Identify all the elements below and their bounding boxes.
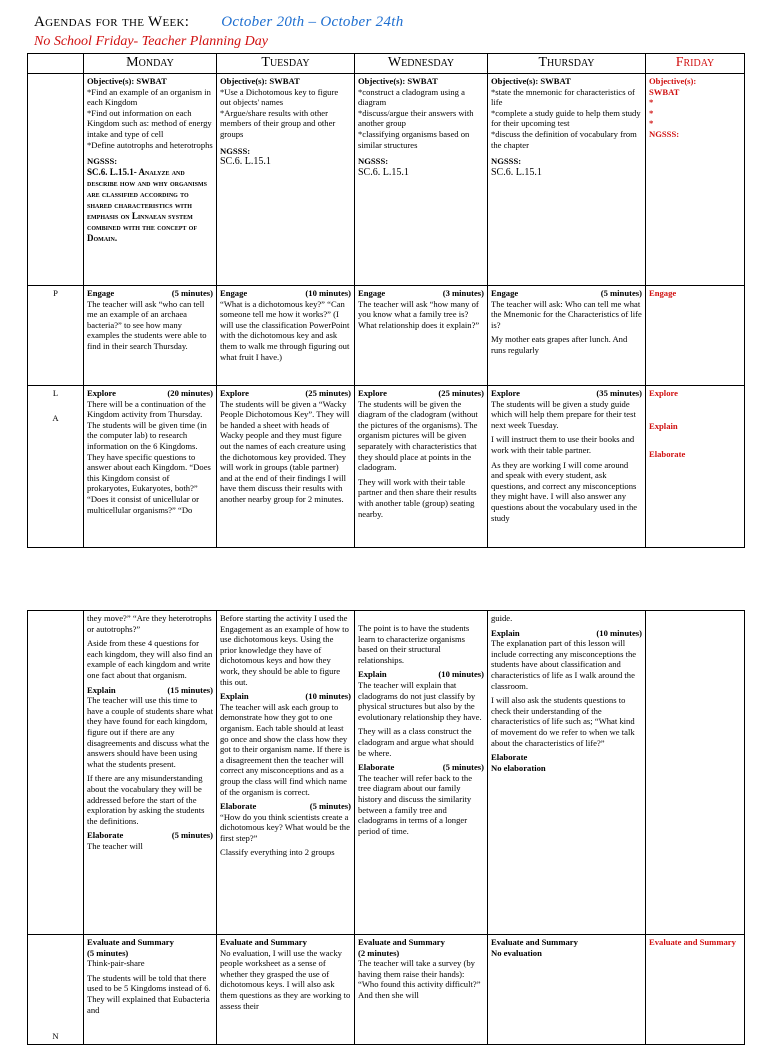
day-header-thursday: Thursday xyxy=(488,54,646,74)
elaborate-text: The teacher will xyxy=(87,840,143,851)
evaluate-text: The teacher will take a survey (by having them raise their hands): xyxy=(358,958,475,979)
engage-monday xyxy=(84,286,217,386)
day-header-tuesday: Tuesday xyxy=(217,54,355,74)
elaborate-label: Elaborate xyxy=(491,752,528,763)
evaluate-heading: Evaluate and Summary xyxy=(87,937,174,947)
letter-cell-la xyxy=(28,386,84,548)
explain-text-2: If there are any misunderstanding about the vocabulary they will be addressed before the start of the exploration by asking the students the definitions. xyxy=(87,773,205,826)
engage-text: “What is a dichotomous key?” “Can someone tell me how it works?” (I will use the classification PowerPoint with the dichotomous key and ask them to walk me through figuring out what fruit I have.) xyxy=(220,298,350,362)
engage-heading: Engage (5 minutes) xyxy=(491,288,642,298)
elaborate-text: No elaboration xyxy=(491,762,546,773)
engage-wednesday xyxy=(355,286,488,386)
evaluate-text-2: The students will be told that there used to be 5 Kingdoms instead of 6. They will explained that Eubacteria and xyxy=(87,972,211,1015)
continued-text: guide. xyxy=(491,613,513,623)
explain-text-2: They will as a class construct the cladogram and argue what should be where. xyxy=(358,726,474,758)
explore-text-2: I will instruct them to use their books and work with their table partner. xyxy=(491,434,635,455)
ngsss-label: NGSSS: xyxy=(220,145,251,156)
explore-text: There will be a continuation of the Kingdom activity from Thursday. xyxy=(87,398,206,420)
lesson-plan-table-page2 xyxy=(27,610,745,1045)
objective-stars: * * * xyxy=(649,97,654,129)
objective-lines: *Use a Dichotomous key to figure out objects' names *Argue/share results with other members of their group and other groups xyxy=(220,86,339,139)
ngsss-standard: SC.6. L.15.1 xyxy=(220,156,271,168)
continued-tuesday xyxy=(217,611,355,935)
objectives-friday xyxy=(646,74,745,286)
week-dates: October 20th – October 24th xyxy=(221,14,404,30)
letter-cell-blank xyxy=(28,74,84,286)
explore-heading: Explore (25 minutes) xyxy=(358,388,484,398)
explore-thursday xyxy=(488,386,646,548)
evaluate-text: No evaluation xyxy=(491,947,542,958)
continued-text-2: Aside from these 4 questions for each kingdom, they will also find an example of each kingdom and write one fact about that organism. xyxy=(87,638,213,680)
objective-title: Objective(s): SWBAT xyxy=(491,76,571,86)
ngsss-label: NGSSS: xyxy=(491,156,522,167)
continued-thursday xyxy=(488,611,646,935)
objectives-monday xyxy=(84,74,217,286)
elaborate-text: “How do you think scientists create a dichotomous key? What would be the first step?” xyxy=(220,811,350,843)
continued-text: they move?” “Are they heterotrophs or autotrophs?” xyxy=(87,613,212,634)
explore-heading: Explore (35 minutes) xyxy=(491,388,642,398)
explain-text: The teacher will ask each group to demonstrate how they got to one organism. Each table should at least go once and show the class how they got to their organism name. If there is a disagreement then the teacher will correct any misconceptions and as a group the class will find which name of the organism is correct. xyxy=(220,701,350,797)
objectives-wednesday xyxy=(355,74,488,286)
no-school-notice: No School Friday- Teacher Planning Day xyxy=(34,34,268,49)
letter-n: N xyxy=(28,935,84,1045)
elaborate-text: The teacher will refer back to the tree diagram about our family history and discuss the similarity between a family tree and cladograms in terms of a longer period of time. xyxy=(358,772,473,836)
explore-text: The students will be given a “Wacky People Dichotomous Key”. They will be handed a sheet with heads of Wacky people and they must figure out the names of each creature using the dichotomous key provided. They will work in groups (table partner) and at the end of their findings I will have them discuss their results with another nearby group for 2 minutes. xyxy=(220,398,350,504)
ngsss-label: NGSSS: xyxy=(358,156,389,167)
letter-p: P xyxy=(28,286,84,386)
elaborate-text-2: Classify everything into 2 groups xyxy=(220,847,335,858)
explore-tuesday xyxy=(217,386,355,548)
continued-text: Before starting the activity I used the Engagement as an example of how to use dichotomous keys. Using the prior knowledge they have of dichotomous keys and how they work, they should be able to figure this out. xyxy=(220,613,349,687)
explore-heading: Explore (25 minutes) xyxy=(220,388,351,398)
ngsss-standard: SC.6. L.15.1 xyxy=(491,166,542,178)
evaluate-time: (5 minutes) xyxy=(87,947,129,958)
ngsss-label: NGSSS: xyxy=(87,156,118,167)
engage-text: The teacher will ask “who can tell me an example of an archaea bacteria?” to see how many examples the students were able to find in their search Thursday. xyxy=(87,298,207,351)
continued-wednesday xyxy=(355,611,488,935)
engage-tuesday xyxy=(217,286,355,386)
continued-monday xyxy=(84,611,217,935)
objectives-thursday xyxy=(488,74,646,286)
explore-text: The students will be given a study guide which will help them prepare for their test next week Tuesday. xyxy=(491,398,636,430)
objective-lines: *construct a cladogram using a diagram *discuss/argue their answers with another group *classifying organisms based on similar structures xyxy=(358,86,474,150)
objective-lines: *state the mnemonic for characteristics of life *complete a study guide to help them study for their upcoming test *discuss the definition of vocabulary from the chapter xyxy=(491,86,641,150)
elaborate-heading: Elaborate (5 minutes) xyxy=(220,801,351,812)
objective-title: Objective(s): SWBAT xyxy=(358,76,438,86)
objective-swbat: SWBAT xyxy=(649,86,680,97)
explain-text: The teacher will explain that cladograms do not just classify by physical structures but also by the evolutionary relationship they have. xyxy=(358,679,482,722)
continued-friday xyxy=(646,611,745,935)
explore-text-3: As they are working I will come around and speak with every student, ask questions, and correct any misconceptions they might have. I will also answer any questions about the vocabulary used in the study xyxy=(491,459,638,523)
explain-text: The teacher will use this time to have a couple of students share what they have found for each kingdom, figure out if there are any disagreements and discuss what the answers should have been using what the students present. xyxy=(87,695,213,769)
engage-friday xyxy=(646,286,745,386)
explain-heading: Explain (10 minutes) xyxy=(220,691,351,702)
objective-title: Objective(s): SWBAT xyxy=(220,76,300,86)
explain-text: The explanation part of this lesson will include correcting any misconceptions the students have about classification and characteristics of life as I walk around the classroom. xyxy=(491,638,637,691)
evaluate-text: Think-pair-share xyxy=(87,958,145,969)
explore-heading: Explore (20 minutes) xyxy=(87,388,213,398)
day-header-wednesday: Wednesday xyxy=(355,54,488,74)
evaluate-wednesday xyxy=(355,935,488,1045)
agenda-title: Agendas for the Week: xyxy=(34,14,190,30)
agenda-header xyxy=(34,14,404,31)
friday-elaborate-label: Elaborate xyxy=(649,449,686,460)
engage-heading: Engage (5 minutes) xyxy=(87,288,213,298)
evaluate-heading: Evaluate and Summary xyxy=(358,937,445,947)
corner-cell xyxy=(28,54,84,74)
engage-heading: Engage (3 minutes) xyxy=(358,288,484,298)
explore-friday xyxy=(646,386,745,548)
explore-text-2: They will work with their table partner and then share their results with another table (group) seating nearby. xyxy=(358,476,477,519)
evaluate-thursday xyxy=(488,935,646,1045)
ngsss-label: NGSSS: xyxy=(649,128,680,139)
explain-heading: Explain (15 minutes) xyxy=(87,684,213,695)
engage-label: Engage xyxy=(649,288,677,298)
letter-a: A xyxy=(52,412,59,423)
elaborate-heading: Elaborate (5 minutes) xyxy=(87,830,213,841)
friday-explore-label: Explore xyxy=(649,388,678,398)
evaluate-heading: Evaluate and Summary xyxy=(491,937,578,947)
ngsss-standard: SC.6. L.15.1- Analyze and describe how and why organisms are classified according to shared characteristics with emphasis on Linnaean system combined with the concept of Domain. xyxy=(87,166,208,243)
explain-text-2: I will also ask the students questions to check their understanding of the characteristics of life such as; “What kind of movement do we refer to when we talk about the characteristics of life?” xyxy=(491,695,635,748)
friday-explain-label: Explain xyxy=(649,420,678,431)
objective-lines: *Find an example of an organism in each Kingdom *Find out information on each Kingdom such as: method of energy intake and type of cell *Define autotrophs and heterotrophs xyxy=(87,86,213,150)
engage-text: The teacher will ask: Who can tell me what the Mnemonic for the Characteristics of life is? xyxy=(491,298,642,330)
evaluate-monday xyxy=(84,935,217,1045)
elaborate-heading: Elaborate (5 minutes) xyxy=(358,762,484,773)
letter-cell-blank-2 xyxy=(28,611,84,935)
letter-l: L xyxy=(52,388,59,398)
evaluate-heading: Evaluate and Summary xyxy=(220,937,307,947)
explore-text: The students will be given the diagram of the cladogram (without the pictures of the organisms). The organism pictures will be given separately with characteristics that they should place at points in the cladogram. xyxy=(358,398,478,473)
evaluate-time: (2 minutes) xyxy=(358,947,400,958)
evaluate-label: Evaluate and Summary xyxy=(649,937,736,947)
evaluate-text-2: “Who found this activity difficult?” And then she will xyxy=(358,979,481,1000)
engage-heading: Engage (10 minutes) xyxy=(220,288,351,298)
objectives-tuesday xyxy=(217,74,355,286)
day-header-friday: Friday xyxy=(646,54,745,74)
day-header-monday: Monday xyxy=(84,54,217,74)
continued-text: The point is to have the students learn to characterize organisms based on their structural relationships. xyxy=(358,623,470,665)
explore-monday xyxy=(84,386,217,548)
explore-text-2: The students will be given time (in the computer lab) to research information on the 6 Kingdoms. They have specific questions to answer about each Kingdom. “Does this Kingdom consist of prokaryotes, Eukaryotes, both?” “Does it consist of unicellular or multicellular organisms?” “Do xyxy=(87,419,211,515)
explain-heading: Explain (10 minutes) xyxy=(491,627,642,638)
evaluate-friday xyxy=(646,935,745,1045)
ngsss-standard: SC.6. L.15.1 xyxy=(358,166,409,178)
objective-title: Objective(s): xyxy=(649,76,697,86)
evaluate-text: No evaluation, I will use the wacky people worksheet as a sense of whether they grasped the use of dichotomous keys. I will also ask them questions as they are working to assess their xyxy=(220,947,351,1011)
explore-wednesday xyxy=(355,386,488,548)
lesson-plan-table-page1 xyxy=(27,53,745,548)
explain-heading: Explain (10 minutes) xyxy=(358,669,484,680)
evaluate-tuesday xyxy=(217,935,355,1045)
engage-text-2: My mother eats grapes after lunch. And runs regularly xyxy=(491,334,628,355)
engage-thursday xyxy=(488,286,646,386)
objective-title: Objective(s): SWBAT xyxy=(87,76,167,86)
engage-text: The teacher will ask “how many of you know what a family tree is? What relationship does it explain?” xyxy=(358,298,480,330)
